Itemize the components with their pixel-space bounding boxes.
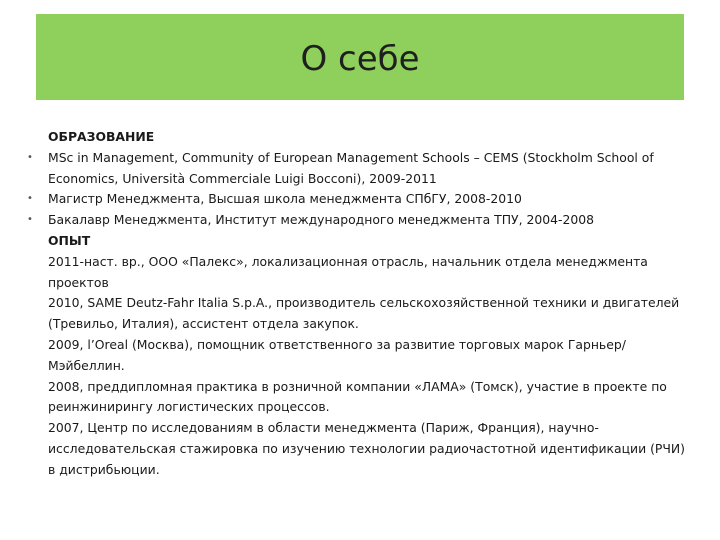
experience-item-text: 2011-наст. вр., ООО «Палекс», локализационная отрасль, начальник отдела менеджмента проектов bbox=[48, 253, 648, 290]
title-band bbox=[36, 14, 684, 100]
education-item-text: Магистр Менеджмента, Высшая школа менеджмента СПбГУ, 2008-2010 bbox=[48, 191, 522, 207]
page-title: О себе bbox=[300, 39, 420, 79]
experience-item-text: 2009, l’Oreal (Москва), помощник ответственного за развитие торговых марок Гарньер/Мэйбеллин. bbox=[48, 336, 626, 373]
bullet-icon: • bbox=[27, 151, 33, 163]
experience-item-text: 2008, преддипломная практика в розничной компании «ЛАМА» (Томск), участие в проекте по реинжинирингу логистических процессов. bbox=[48, 378, 667, 415]
experience-heading: ОПЫТ bbox=[48, 232, 91, 248]
education-item-text: MSc in Management, Community of European Management Schools – CEMS (Stockholm School of Economics, Università Commerciale Luigi Bocconi), 2009-2011 bbox=[48, 149, 654, 186]
education-item bbox=[27, 210, 696, 231]
bullet-icon: • bbox=[27, 214, 33, 226]
experience-item bbox=[48, 335, 696, 377]
education-item-text: Бакалавр Менеджмента, Институт международного менеджмента ТПУ, 2004-2008 bbox=[48, 212, 595, 228]
experience-item bbox=[48, 252, 696, 294]
experience-item bbox=[48, 418, 696, 480]
content-body bbox=[27, 127, 696, 481]
education-heading: ОБРАЗОВАНИЕ bbox=[48, 129, 155, 144]
experience-item-text: 2007, Центр по исследованиям в области менеджмента (Париж, Франция), научно-исследовательская стажировка по изучению технологии радиочастотной идентификации (РЧИ) в дистрибьюции. bbox=[48, 420, 685, 477]
experience-item bbox=[48, 377, 696, 419]
experience-item-text: 2010, SAME Deutz-Fahr Italia S.p.A., производитель сельскохозяйственной техники и двигателей (Тревильо, Италия), ассистент отдела закупок. bbox=[48, 295, 680, 332]
education-item bbox=[27, 189, 696, 210]
experience-item bbox=[48, 293, 696, 335]
bullet-icon: • bbox=[27, 193, 33, 205]
education-item bbox=[27, 148, 696, 190]
